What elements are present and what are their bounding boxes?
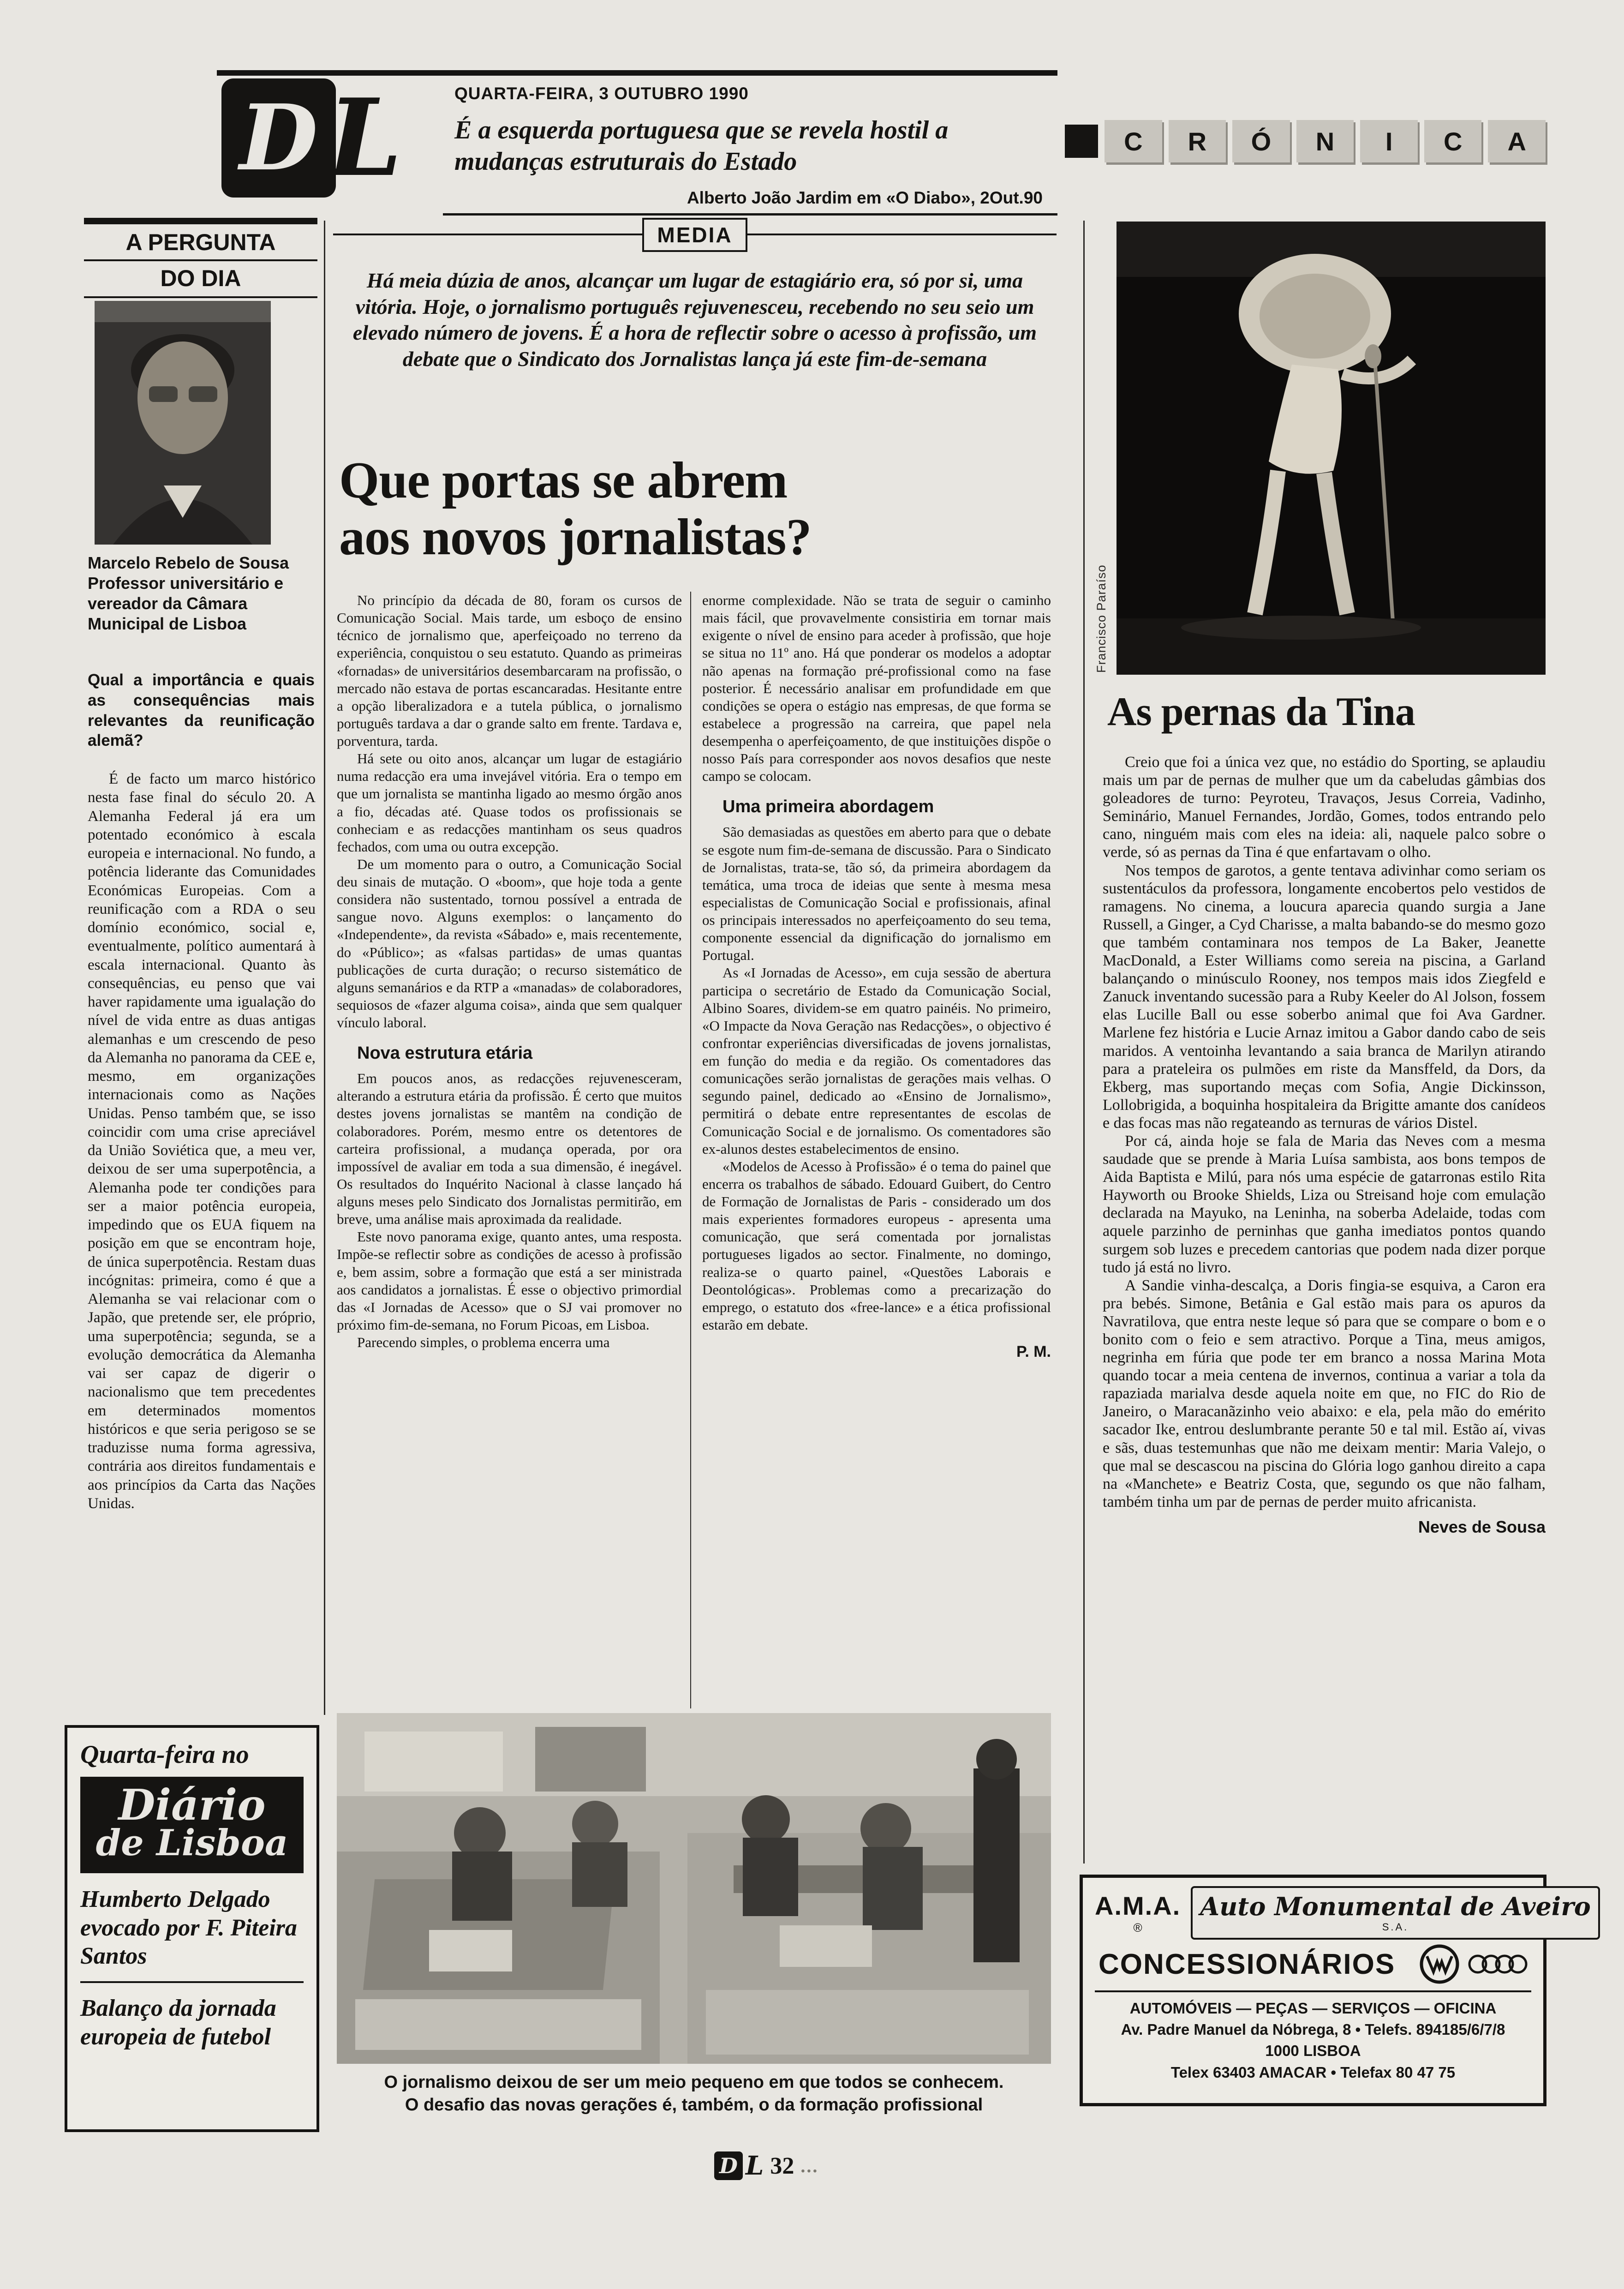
ama-concessionarios-ad xyxy=(1080,1875,1591,2106)
cronica-letter: A xyxy=(1488,120,1546,162)
dl-logo-l: L xyxy=(328,76,402,200)
cronica-letter: R xyxy=(1169,120,1226,162)
promo-item-futebol: Balanço da jornada europeia de futebol xyxy=(80,1981,304,2051)
header-bottom-rule xyxy=(443,213,1057,216)
cronica-letter: C xyxy=(1105,120,1162,162)
media-section-label: MEDIA xyxy=(642,218,747,252)
cronica-section-tag xyxy=(1065,119,1546,163)
ama-address-line: Av. Padre Manuel da Nóbrega, 8 • Telefs. 894185/6/7/8 xyxy=(1121,2021,1505,2038)
cronica-paragraph: Nos tempos de garotos, a gente tentava adivinhar como seriam os sustentáculos da professora, longamente encobertos pelo vestidos de ramagens. No cinema, a loucura aparecia quando surgia a Jane Russell, a Ginger, a Cyd Charisse, a malta babando-se do mesmo gozo que também contaminara nos tempos de La Baker, Jeanette MacDonald, a Ester Williams como sereia na piscina, a Garland balançando o minúsculo Rooney, nos tempos mais idos Ziegfeld e Zanuck inventando sucessão para a Ruby Keeler do Al Jolson, fossem elas Lucille Ball ou esse soberbo animal que foi Ava Gardner. Marlene fez história e Lucie Arnaz imitou a Gabor dando cabo de seis maridos. A ventoinha levantando a saia branca de Marilyn atirando para a prateleira os pulmões em riste da Mansffeld, da Dors, da Ekberg, mas suportando meças com Sofia, Angie Dickinsson, Lollobrigida, a boquinha hospitaleira da Brigitte amante dos canídeos e das focas mas não regateando as ternuras de vários Distel. xyxy=(1103,862,1546,1132)
cronica-byline: Neves de Sousa xyxy=(1418,1517,1546,1536)
cronica-letter: N xyxy=(1296,120,1354,162)
article-paragraph: No princípio da década de 80, foram os cursos de Comunicação Social. Mais tarde, um esboço de ensino técnico de jornalismo que, aperfeiçoado no terreno da experiência, conquistou o seu estatuto. Quando as primeiras «fornadas» de universitários desembarcaram na profissão, o mercado não estava de portas escancaradas. Hesitante entre a opção liberalizadora e a tutela pública, o jornalismo português tardava a dar o grande salto em frente. Tardava e, porventura, tarda. xyxy=(337,592,682,749)
footer-dl-logo-d: D xyxy=(714,2151,743,2180)
article-paragraph: Em poucos anos, as redacções rejuvenesceram, alterando a estrutura etária da profissão. É certo que muitos destes jovens jornalistas se mantêm na condição de colaboradores. Porém, mesmo entre os detentores de carteira profissional, a mudança operada, por ora impossível de avaliar em toda a sua dimensão, é inegável. Os resultados do Inquérito Nacional à classe lançado há alguns meses pelo Sindicato dos Jornalistas permitirão, em breve, uma análise mais aproximada da realidade. xyxy=(337,1070,682,1228)
footer-dots: ... xyxy=(800,2155,819,2176)
cronica-headline: As pernas da Tina xyxy=(1107,689,1415,734)
audi-rings-icon xyxy=(1468,1951,1528,1977)
ama-script-name: Auto Monumental de Aveiro xyxy=(1200,1892,1591,1921)
ama-script-suffix: S.A. xyxy=(1382,1921,1409,1933)
header-quote: É a esquerda portuguesa que se revela hostil a mudanças estruturais do Estado xyxy=(454,116,949,176)
tina-stage-illustration xyxy=(1116,222,1546,675)
ama-brand-logos xyxy=(1420,1944,1528,1984)
ama-telex-line: Telex 63403 AMACAR • Telefax 80 47 75 xyxy=(1170,2063,1456,2081)
article-byline: P. M. xyxy=(1016,1343,1051,1360)
article-paragraph: Há sete ou oito anos, alcançar um lugar de estagiário numa redacção era uma invejável vitória. Era o tempo em que um jornalista se mantinha ligado ao mesmo órgão anos a fio, décadas até. Quase todos os profissionais se conheciam e as redacções mantinham os seus quadros fechados, com uma ou outra excepção. xyxy=(337,750,682,855)
article-paragraph: São demasiadas as questões em aberto para que o debate se esgote num fim-de-semana de discussão. Para o Sindicato de Jornalistas, trata-se, tão só, da primeira abordagem da temática, uma troca de ideias que sente à mesma mesa especialistas de Comunicação Social e profissionais, afinal os principais interessados no aperfeiçoamento do seu tema, componente essencial da dignificação do jornalismo em Portugal. xyxy=(702,824,1051,964)
column-rule-center xyxy=(690,592,691,1708)
header-quote-attribution: Alberto João Jardim em «O Diabo», 2Out.90 xyxy=(687,188,1043,207)
ama-title: CONCESSIONÁRIOS xyxy=(1099,1948,1396,1980)
article-paragraph: «Modelos de Acesso à Profissão» é o tema do painel que encerra os trabalhos de sábado. Edouard Guibert, do Centro de Formação de Jornalistas de Paris - considerado um dos mais experientes formadores europeus - apresenta uma comunicação, que será comentada por jornalistas portugueses ligados ao sector. Finalmente, no domingo, realiza-se o quarto painel, «Questões Laborais e Deontológicas». Problemas como a precarização do emprego, o estatuto dos «free-lance» e a ética profissional estarão em debate. xyxy=(702,1158,1051,1333)
ama-ad-top-row xyxy=(1095,1886,1591,1940)
dl-masthead-logo xyxy=(221,78,438,208)
dl-logo-d: D xyxy=(239,85,318,191)
cronica-paragraph: A Sandie vinha-descalça, a Doris fingia-se esquiva, a Caron era pra bebés. Simone, Betânia e Gal estão mais para os apuros da Navratilova, que entra neste leque só para que se compare o bom e o bonito com o feio e sem atractivo. Porque a Tina, meus amigos, negrinha em fúria que pode ter em branco a nossa Marina Mota quando tocar a meia centena de invernos, continua a variar a tola da rapaziada marialva desde aquela noite em que, no FIC do Rio de Janeiro, o Maracanãzinho veio abaixo: e ela, pela mão do emérito sacador Ike, entrou deslumbrante perante 50 e tal mil. Estão aí, vivas e sãs, duas testemunhas que não me deixam mentir: Maria Valejo, o que mal se descascou na piscina do Glória logo ganhou direito a capa na «Manchete» e Beatriz Costa, que, segundo os que não falham, também tinha um par de pernas de perder muito africanista. xyxy=(1103,1276,1546,1510)
pergunta-title-line2: DO DIA xyxy=(84,261,317,298)
footer-dl-logo-l: L xyxy=(746,2151,764,2181)
portrait-illustration xyxy=(95,301,271,545)
caption-line2: O desafio das novas gerações é, também, o da formação profissional xyxy=(405,2095,983,2115)
headline-line1: Que portas se abrem xyxy=(339,452,788,509)
newsroom-illustration xyxy=(337,1713,1051,2064)
diario-de-lisboa-logo xyxy=(80,1777,304,1873)
ama-services-line: AUTOMÓVEIS — PEÇAS — SERVIÇOS — OFICINA xyxy=(1129,2000,1497,2017)
ama-brand: A.M.A. xyxy=(1095,1891,1181,1920)
pergunta-answer xyxy=(88,770,316,1716)
pergunta-do-dia-header xyxy=(84,218,317,298)
vw-logo-icon xyxy=(1420,1944,1459,1984)
article-headline xyxy=(339,452,1052,566)
cronica-letter: I xyxy=(1360,120,1418,162)
article-paragraph: enorme complexidade. Não se trata de seguir o caminho mais fácil, que provavelmente consistiria em tornar mais exigente o nível de ensino para aceder à profissão, que hoje se situa no 11º ano. Há que ponderar os modelos a adoptar não apenas na formação pré-profissional como na fase posterior. É necessário analisar em profundidade em que condições se opera o estágio nas empresas, de que forma se estabelece a progressão na carreira, que papel nela desempenha o aperfeiçoamento, de que instituições dispõe o nosso País para corresponder aos novos desafios que neste campo se colocam. xyxy=(702,592,1051,785)
pergunta-question: Qual a importância e quais as consequências mais relevantes da reunificação alemã? xyxy=(88,671,315,750)
page-number: 32 xyxy=(770,2152,794,2179)
article-paragraph: As «I Jornadas de Acesso», em cuja sessão de abertura participa o secretário de Estado da Comunicação Social, Albino Soares, dividem-se em quatro painéis. No primeiro, «O Impacte da Nova Geração nas Redacções», o objectivo é confrontar experiências diversificadas de jovens jornalistas, em função do media e da região. Os comentadores das comunicações serão jornalistas de gerações mais velhas. O segundo painel, dedicado ao «Ensino de Jornalismo», permitirá o debate entre representantes de escolas de Comunicação Social e de jornalismo. Os comentadores são ex-alunos destes estabelecimentos de ensino. xyxy=(702,965,1051,1157)
article-column-2 xyxy=(702,592,1051,1711)
portrait-caption-name: Marcelo Rebelo de Sousa xyxy=(88,553,289,572)
cronica-lead-square-icon xyxy=(1065,125,1098,158)
pergunta-answer-paragraph: É de facto um marco histórico nesta fase final do século 20. A Alemanha Federal já era um potentado económico à escala europeia e internacional. No fundo, a potência liderante das Comunidades Económicas Europeias. Com a reunificação com a RDA o seu domínio económico, social e, eventualmente, político aumentará à escala internacional. Quanto às consequências, eu penso que vai haver rapidamente uma igualação do nível de vida entre as duas antigas alemanhas e um crescendo de peso da Alemanha no panorama da CEE e, mesmo, em organizações internacionais como as Nações Unidas. Penso também que, se isso coincidir com uma crise apreciável da União Soviética que, a meu ver, deixou de ser uma superpotência, a Alemanha pode ter condições para ser a maior potência europeia, impedindo que os EUA fiquem na posição em que se encontram hoje, de única superpotência. Restam duas incógnitas: primeira, como é que a Alemanha se vai relacionar com o Japão, que pretende ser, ele próprio, uma superpotência; segunda, se a evolução democrática da Alemanha vai ser capaz de digerir o nacionalismo que tem precedentes em determinados momentos históricos e que seria perigoso se se traduzisse numa forma agressiva, contrária aos direitos fundamentais e aos princípios da Carta das Nações Unidas. xyxy=(88,771,316,1512)
cronica-paragraph: Creio que foi a única vez que, no estádio do Sporting, se aplaudiu mais um par de pernas de mulher que um da cabeludas gâmbias dos goleadores de turno: Peyroteu, Travaços, Jesus Correia, Vadinho, Seminário, Manuel Fernandes, Jordão, Gomes, todos entrando pelo cano, ninguém mais com eles na ideia: ali, naquele palco sobre o verde, só as pernas da Tina é que enfartavam o olho. xyxy=(1103,754,1546,861)
article-paragraph: De um momento para o outro, a Comunicação Social deu sinais de mutação. O «boom», que hoje toda a gente considera não sustentado, tornou possível a entrada de sangue novo. Alguns exemplos: o lançamento do «Independente», da revista «Sábado» e, mais recentemente, do «Público»; as «falsas partidas» de umas quantas publicações de curta duração; o recurso sistemático de alguns semanários e da RTP a «manadas» de colaboradores, sequiosos de «fazer alguma coisa», ainda que sem qualquer vínculo laboral. xyxy=(337,856,682,1031)
promo-logo-line1: Diário xyxy=(118,1780,266,1830)
promo-kicker: Quarta-feira no xyxy=(80,1740,249,1769)
headline-line2: aos novos jornalistas? xyxy=(339,509,812,566)
ama-title-row xyxy=(1095,1944,1531,1984)
media-lede: Há meia dúzia de anos, alcançar um lugar de estagiário era, só por si, uma vitória. Hoje, o jornalismo português rejuvenesceu, recebendo no seu seio um elevado número de jovens. É a hora de reflectir sobre o acesso à profissão, um debate que o Sindicato dos Jornalistas lança já este fim-de-semana xyxy=(352,269,1037,371)
cronica-letter: C xyxy=(1424,120,1482,162)
cronica-body xyxy=(1103,753,1546,1840)
cronica-paragraph: Por cá, ainda hoje se fala de Maria das Neves com a mesma saudade que se prende à Maria Luísa sambista, aos bons tempos de Aida Baptista e Milú, para nós uma espécie de gatarronas estilo Rita Hayworth ou Brooke Shields, Liza ou Streisand hoje com emulação declarada na Mayuko, na Leninha, na soberba Adelaide, todas com aquele parzinho de perninhas que ganha imediatos pontos quando surgem sob luzes e precedem cantorias que podem nada dizer porque tudo já está no livro. xyxy=(1103,1132,1546,1276)
newsroom-photo-caption xyxy=(337,2071,1051,2117)
registered-mark-icon: ® xyxy=(1133,1921,1142,1935)
article-subhead-primeira-abordagem: Uma primeira abordagem xyxy=(722,797,934,817)
column-rule-right xyxy=(1083,221,1085,1864)
tina-turner-stage-photo xyxy=(1116,222,1546,675)
cronica-letter: Ó xyxy=(1232,120,1290,162)
edition-date: QUARTA-FEIRA, 3 OUTUBRO 1990 xyxy=(454,84,749,103)
pergunta-title-line1: A PERGUNTA xyxy=(84,224,317,261)
header-top-rule xyxy=(217,70,1057,76)
marcelo-portrait-photo xyxy=(95,301,271,545)
ama-script-logo-box xyxy=(1191,1886,1600,1940)
newsroom-photo xyxy=(337,1713,1051,2064)
promo-logo-line2: de Lisboa xyxy=(96,1822,288,1864)
caption-line1: O jornalismo deixou de ser um meio pequeno em que todos se conhecem. xyxy=(384,2073,1004,2092)
article-column-1 xyxy=(337,592,682,1711)
article-subhead-nova-estrutura: Nova estrutura etária xyxy=(357,1043,533,1063)
dl-logo-d-box xyxy=(221,78,336,198)
ama-brand-block xyxy=(1095,1891,1181,1935)
portrait-caption-role: Professor universitário e vereador da Câmara Municipal de Lisboa xyxy=(88,573,284,633)
promo-item-delgado: Humberto Delgado evocado por F. Piteira Santos xyxy=(80,1886,297,1970)
column-rule-left xyxy=(324,221,325,1715)
portrait-caption xyxy=(88,553,304,634)
page-footer xyxy=(714,2151,818,2181)
ama-divider-rule xyxy=(1095,1990,1531,1992)
ama-city-line: 1000 LISBOA xyxy=(1265,2042,1361,2060)
article-paragraph: Este novo panorama exige, quanto antes, uma resposta. Impõe-se reflectir sobre as condições de acesso à profissão e, bem assim, sobre a formação que está a ser ministrada aos candidatos a jornalistas. É esse o objectivo primordial das «I Jornadas de Acesso» que o SJ vai promover no próximo fim-de-semana, no Forum Picoas, em Lisboa. xyxy=(337,1228,682,1333)
diario-de-lisboa-promo-ad xyxy=(65,1725,319,2132)
photo-credit: Francisco Paraíso xyxy=(1094,564,1108,673)
article-paragraph: Parecendo simples, o problema encerra uma xyxy=(357,1334,610,1350)
